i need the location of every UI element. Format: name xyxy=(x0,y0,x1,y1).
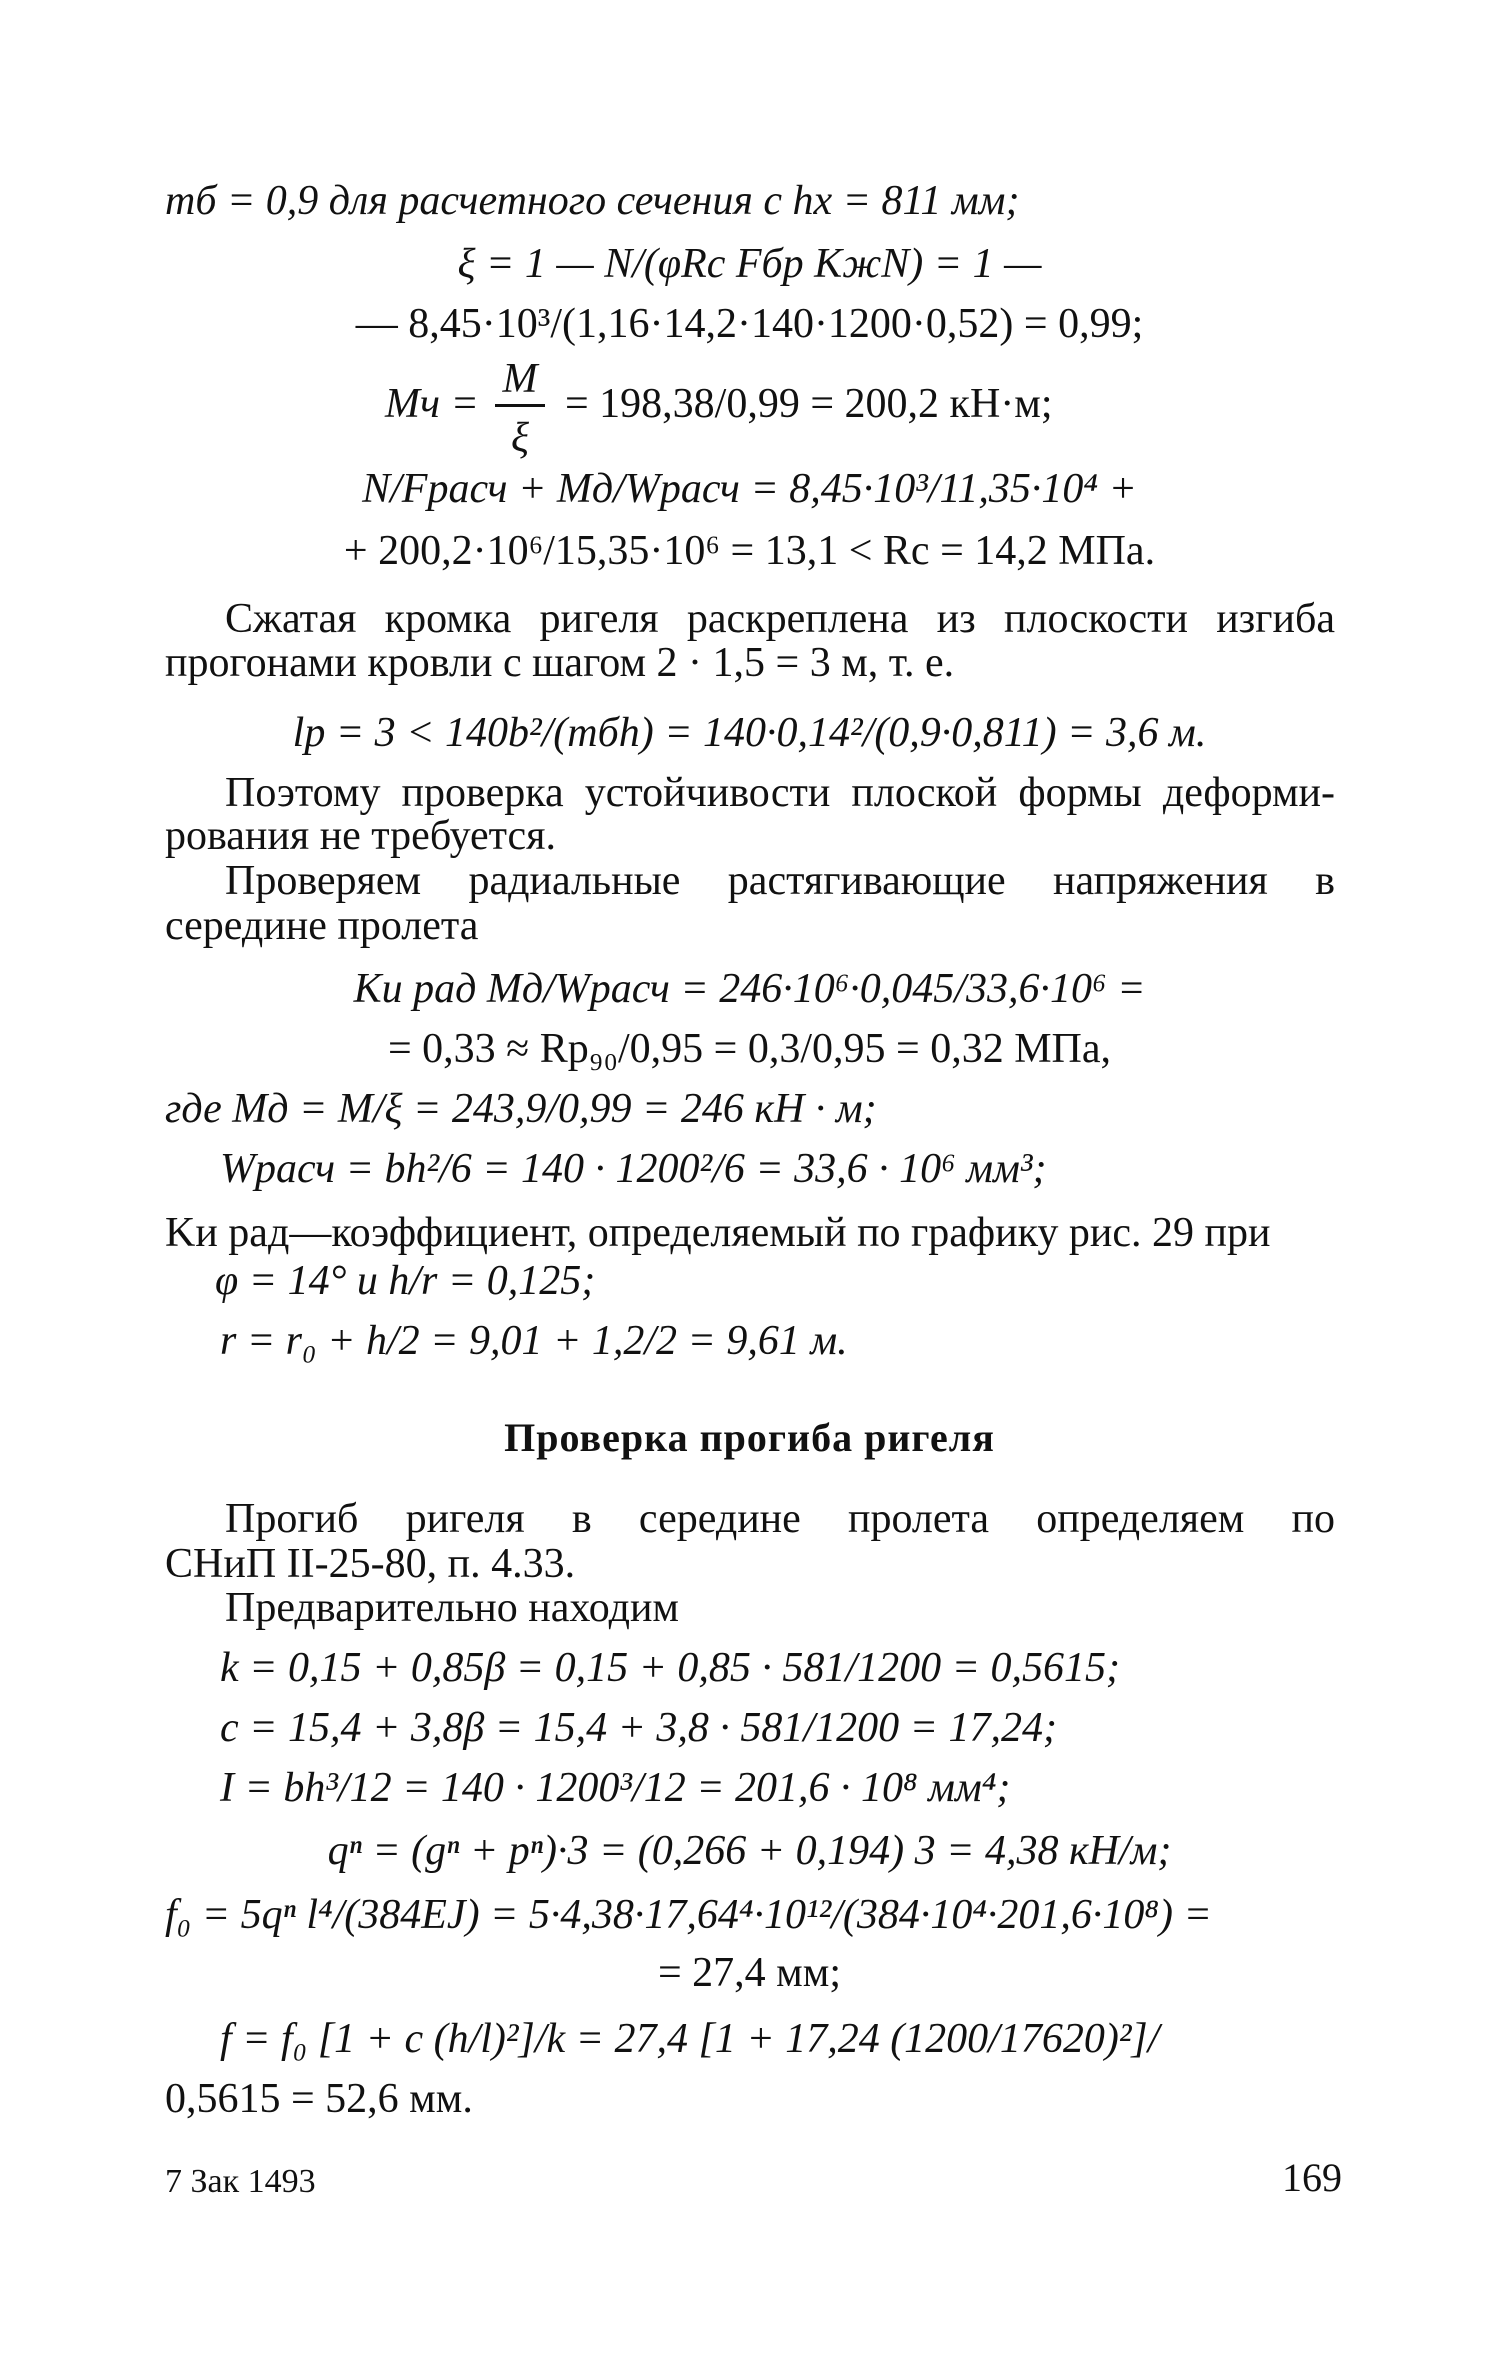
paragraph-line: Kи рад—коэффициент, определяемый по графику рис. 29 при xyxy=(165,1210,1271,1256)
formula-lhs: Mч = xyxy=(385,381,479,427)
formula-line: = 0,33 ≈ Rр₉₀/0,95 = 0,3/0,95 = 0,32 МПа, xyxy=(387,1026,1112,1072)
formula-line: f = f₀ [1 + c (h/l)²]/k = 27,4 [1 + 17,24 (1200/17620)²]/ xyxy=(220,2016,1160,2062)
paragraph-line: рования не требуется. xyxy=(165,813,557,859)
formula-line: Wрасч = bh²/6 = 140 · 1200²/6 = 33,6 · 10⁶ мм³; xyxy=(220,1146,1047,1192)
formula-line: φ = 14° и h/r = 0,125; xyxy=(215,1258,596,1304)
formula-line: ξ = 1 — N/(φRс Fбр KжN) = 1 — xyxy=(457,241,1042,287)
formula-line: + 200,2·10⁶/15,35·10⁶ = 13,1 < Rс = 14,2 МПа. xyxy=(343,528,1156,574)
paragraph-line: Проверяем радиальные растягивающие напряжения в xyxy=(225,858,1335,904)
paragraph-line: СНиП II-25-80, п. 4.33. xyxy=(165,1541,576,1587)
formula-line: qⁿ = (gⁿ + pⁿ)·3 = (0,266 + 0,194) 3 = 4,38 кН/м; xyxy=(327,1828,1172,1874)
formula-line: k = 0,15 + 0,85β = 0,15 + 0,85 · 581/1200 = 0,5615; xyxy=(220,1645,1120,1691)
formula-line: — 8,45·10³/(1,16·14,2·140·1200·0,52) = 0,99; xyxy=(355,301,1144,347)
formula-line: r = r₀ + h/2 = 9,01 + 1,2/2 = 9,61 м. xyxy=(220,1318,848,1364)
page-number: 169 xyxy=(1282,2155,1342,2200)
formula-line: I = bh³/12 = 140 · 1200³/12 = 201,6 · 10⁸ мм⁴; xyxy=(220,1765,1011,1811)
formula-line: mб = 0,9 для расчетного сечения с hх = 811 мм; xyxy=(165,178,1020,224)
paragraph-line: прогонами кровли с шагом 2 · 1,5 = 3 м, т. е. xyxy=(165,640,955,686)
formula-line: где Mд = M/ξ = 243,9/0,99 = 246 кН · м; xyxy=(165,1086,877,1132)
fraction-bar xyxy=(495,404,545,407)
formula-line: f₀ = 5qⁿ l⁴/(384EJ) = 5·4,38·17,64⁴·10¹²/(384·10⁴·201,6·10⁸) = xyxy=(165,1892,1212,1938)
paragraph-line: Предварительно находим xyxy=(225,1585,680,1631)
paragraph-line: Сжатая кромка ригеля раскреплена из плоскости изгиба xyxy=(225,596,1335,642)
section-heading: Проверка прогиба ригеля xyxy=(504,1415,995,1460)
paragraph-line: середине пролета xyxy=(165,903,479,949)
fraction-numerator: M xyxy=(502,356,538,402)
fraction-denominator: ξ xyxy=(511,415,529,461)
formula-line: Kи рад Mд/Wрасч = 246·10⁶·0,045/33,6·10⁶ = xyxy=(353,966,1146,1012)
formula-line: 0,5615 = 52,6 мм. xyxy=(165,2076,473,2122)
print-order-mark: 7 Зак 1493 xyxy=(165,2163,316,2200)
formula-line: N/Fрасч + Mд/Wрасч = 8,45·10³/11,35·10⁴ + xyxy=(362,466,1137,512)
paragraph-line: Прогиб ригеля в середине пролета определяем по xyxy=(225,1496,1335,1542)
formula-line: lр = 3 < 140b²/(mбh) = 140·0,14²/(0,9·0,811) = 3,6 м. xyxy=(292,710,1207,756)
paragraph-line: Поэтому проверка устойчивости плоской формы деформи- xyxy=(225,770,1335,816)
formula-rhs: = 198,38/0,99 = 200,2 кН·м; xyxy=(565,381,1053,427)
formula-line: = 27,4 мм; xyxy=(657,1950,841,1996)
formula-line: c = 15,4 + 3,8β = 15,4 + 3,8 · 581/1200 = 17,24; xyxy=(220,1705,1057,1751)
